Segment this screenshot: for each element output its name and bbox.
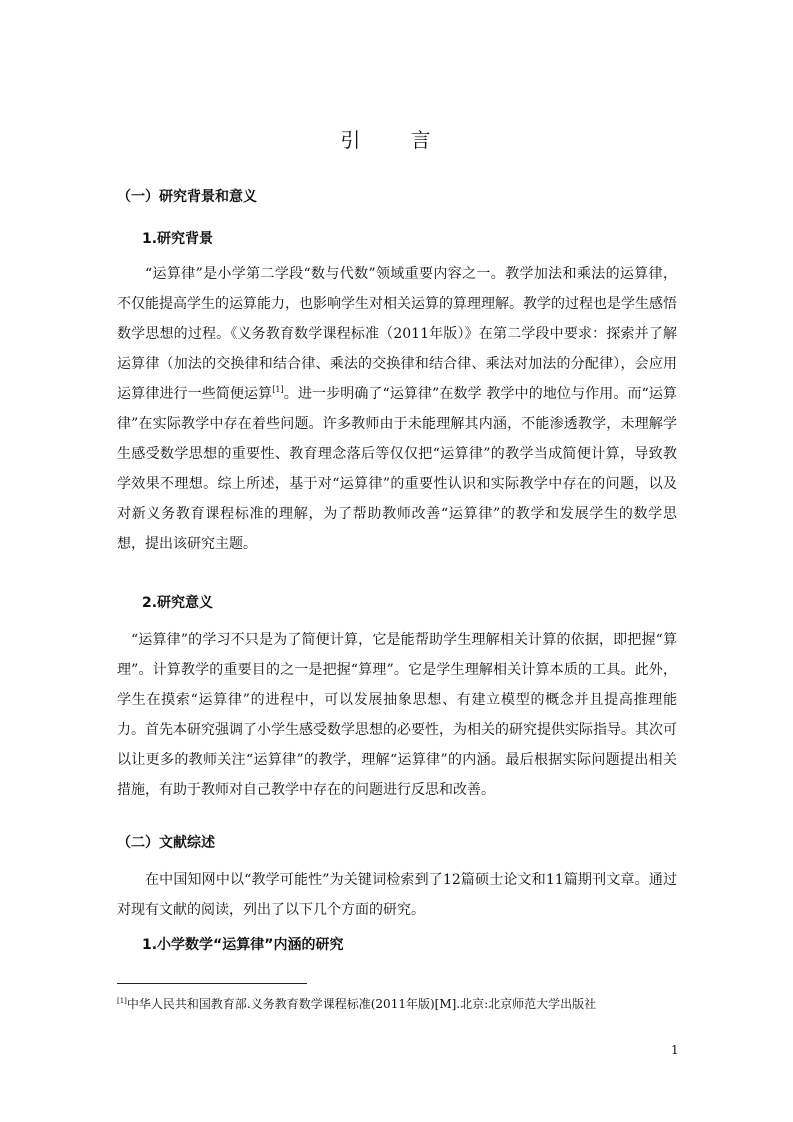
paragraph-research-background bbox=[117, 259, 677, 559]
paragraph-literature-review: 在中国知网中以“教学可能性”为关键词检索到了12篇硕士论文和11篇期刊文章。通过对现有文献的阅读，列出了以下几个方面的研究。 bbox=[117, 872, 677, 918]
page-number: 1 bbox=[671, 1043, 679, 1057]
page-title: 引 言 bbox=[340, 128, 453, 152]
paragraph-research-significance: “运算律”的学习不只是为了简便计算，它是能帮助学生理解相关计算的依据，即把握“算理”。计算教学的重要目的之一是把握“算理”。它是学生理解相关计算本质的工具。此外，学生在摸索“运算律”的进程中，可以发展抽象思想、有建立模型的概念并且提高推理能力。首先本研究强调了小学生感受数学思想的必要性，为相关的研究提供实际指导。其次可以让更多的教师关注“运算律”的教学，理解“运算律”的内涵。最后根据实际问题提出相关措施，有助于教师对自己教学中存在的问题进行反思和改善。 bbox=[117, 632, 677, 798]
paragraph-text-part-a: “运算律”是小学第二学段“数与代数”领域重要内容之一。教学加法和乘法的运算律，不仅能提高学生的运算能力，也影响学生对相关运算的算理理解。教学的过程也是学生感悟数学思想的过程。《义务教育数学课程标准（2011年版）》在第二学段中要求：探索并了解运算律（加法的交换律和结合律、乘法的交换律和结合律、乘法对加法的分配律），会应用运算律进行一些简便运算 bbox=[117, 266, 677, 402]
section-heading-background: （一）研究背景和意义 bbox=[117, 189, 257, 205]
footnote-text: 中华人民共和国教育部.义务教育数学课程标准(2011年版)[M].北京:北京师范大学出版社 bbox=[126, 997, 597, 1011]
footnote-divider bbox=[117, 983, 307, 984]
footnote-reference: [1] bbox=[272, 385, 284, 394]
subsection-heading-research-background: 1.研究背景 bbox=[142, 231, 214, 247]
paragraph-text-part-b: 。进一步明确了“运算律”在数学 教学中的地位与作用。而“运算律”在实际教学中存在着些问题。许多教师由于未能理解其内涵，不能渗透教学，未理解学生感受数学思想的重要性、教育理念落后等仅仅把“运算律”的教学当成简便计算，导致教学效果不理想。综上所述，基于对“运算律”的重要性认识和实际教学中存在的问题，以及对新义务教育课程标准的理解，为了帮助教师改善“运算律”的教学和发展学生的数学思想，提出该研究主题。 bbox=[117, 386, 678, 552]
footnote-marker: [1] bbox=[117, 997, 127, 1005]
footnote bbox=[117, 995, 677, 1012]
subsection-heading-connotation: 1.小学数学“运算律”内涵的研究 bbox=[142, 937, 344, 953]
section-heading-literature-review: （二）文献综述 bbox=[117, 835, 215, 851]
subsection-heading-research-significance: 2.研究意义 bbox=[142, 595, 214, 611]
